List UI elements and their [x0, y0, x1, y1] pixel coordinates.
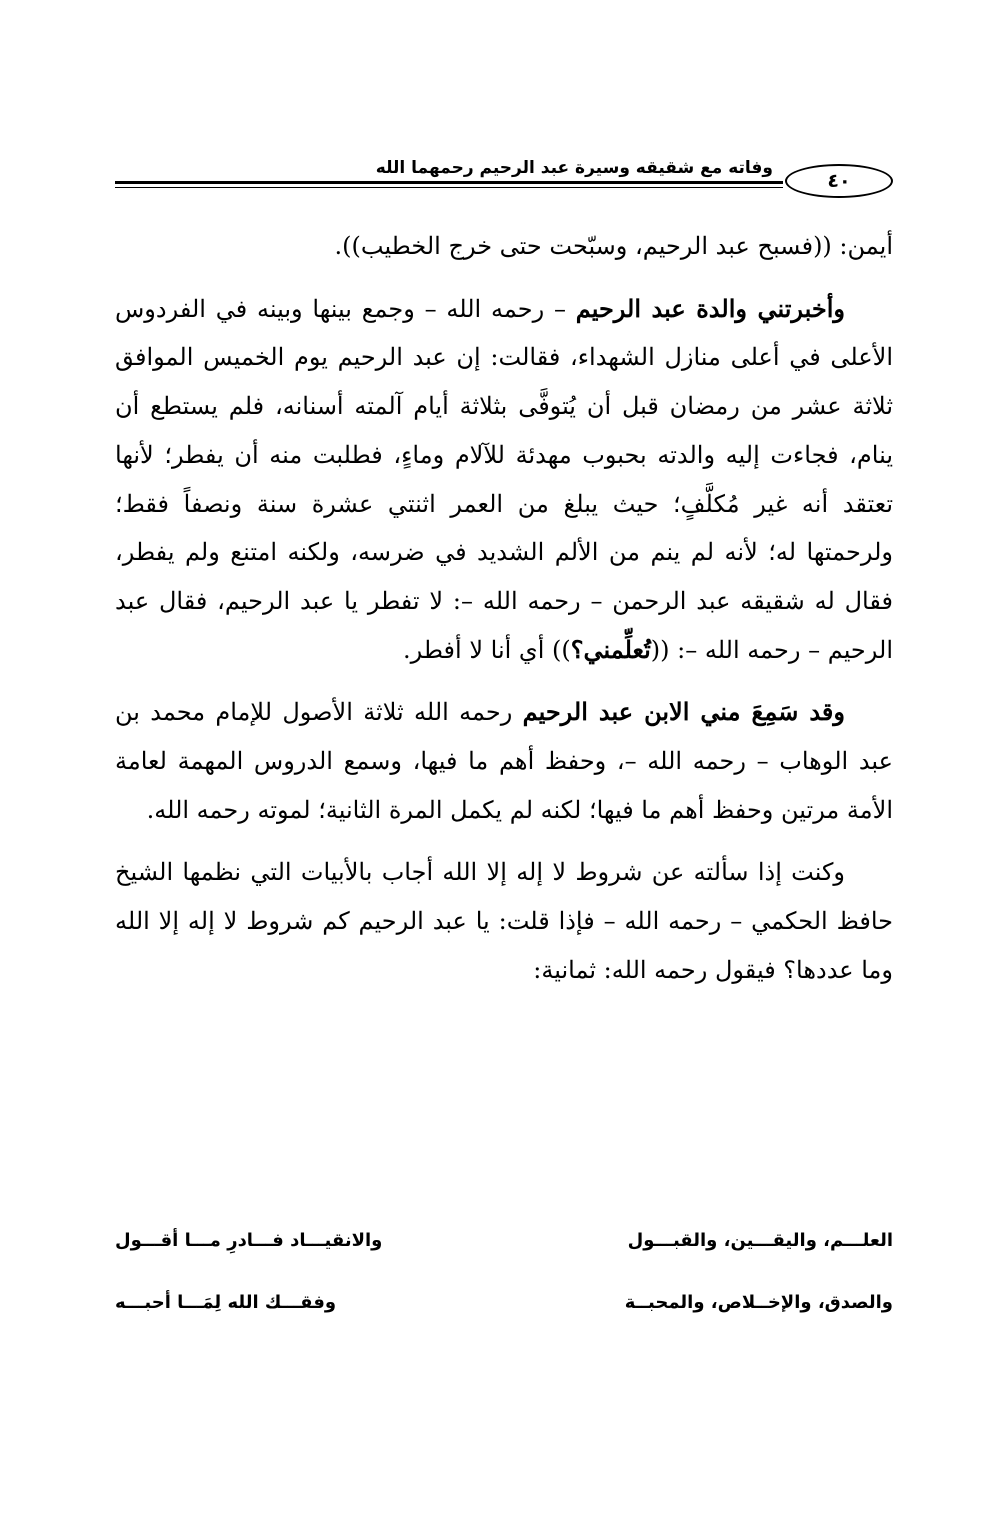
paragraph-text: )) أي أنا لا أفطر.: [402, 635, 571, 664]
verse-first-hemistich: العلـــم، واليقـــين، والقبـــول: [627, 1230, 893, 1251]
bold-phrase: وأخبرتني والدة عبد الرحيم: [575, 293, 845, 323]
paragraph: [115, 285, 893, 675]
bold-phrase: تُعلِّمني؟: [570, 634, 651, 664]
paragraph: [115, 688, 893, 834]
verse-second-hemistich: والانقيـــاد فـــادرِ مـــا أقـــول: [115, 1230, 383, 1251]
paragraph: [115, 222, 893, 271]
paragraph-text: – رحمه الله – وجمع بينها وبينه في الفردوس الأعلى في أعلى منازل الشهداء، فقالت: إن عبد الرحيم يوم الخميس الموافق ثلاثة عشر من رمضان قبل أن يُتوفَّى بثلاثة أيام آلمته أسنانه، فلم يستطع أن ينام، فجاءت إليه والدته بحبوب مهدئة للآلام وماءٍ، فطلبت منه أن يفطر؛ لأنها تعتقد أنه غير مُكلَّفٍ؛ حيث يبلغ من العمر اثنتي عشرة سنة ونصفاً فقط؛ ولرحمتها له؛ لأنه لم ينم من الألم الشديد في ضرسه، ولكنه امتنع ولم يفطر، فقال له شقيقه عبد الرحمن – رحمه الله –: لا تفطر يا عبد الرحيم، فقال عبد الرحيم – رحمه الله –: ((: [115, 294, 893, 664]
verse-line: [115, 1292, 893, 1322]
paragraph: [115, 848, 893, 994]
header-rule: [115, 181, 783, 184]
body-text: [115, 222, 893, 995]
verse-first-hemistich: والصدق، والإخــلاص، والمحبــة: [624, 1292, 893, 1313]
page-number: ٤٠: [785, 164, 893, 198]
verse-second-hemistich: وفقـــك الله لِمَـــا أحبـــه: [115, 1292, 337, 1313]
paragraph-text: أيمن: ((فسبح عبد الرحيم، وسبّحت حتى خرج الخطيب)).: [334, 232, 893, 260]
bold-phrase: وقد سَمِعَ مني الابن عبد الرحيم: [522, 697, 845, 727]
verse-line: [115, 1230, 893, 1260]
page-header: [115, 152, 893, 202]
paragraph-text: رحمه الله ثلاثة الأصول للإمام محمد بن عبد الوهاب – رحمه الله –، وحفظ أهم ما فيها، وسمع الدروس المهمة لعامة الأمة مرتين وحفظ أهم ما فيها؛ لكنه لم يكمل المرة الثانية؛ لموته رحمه الله.: [115, 698, 893, 824]
header-rule-thin: [115, 187, 783, 188]
paragraph-text: وكنت إذا سألته عن شروط لا إله إلا الله أجاب بالأبيات التي نظمها الشيخ حافظ الحكمي – رحمه الله – فإذا قلت: يا عبد الرحيم كم شروط لا إله إلا الله وما عددها؟ فيقول رحمه الله: ثمانية:: [115, 858, 893, 984]
running-title: وفاته مع شقيقه وسيرة عبد الرحيم رحمهما الله: [375, 158, 773, 178]
